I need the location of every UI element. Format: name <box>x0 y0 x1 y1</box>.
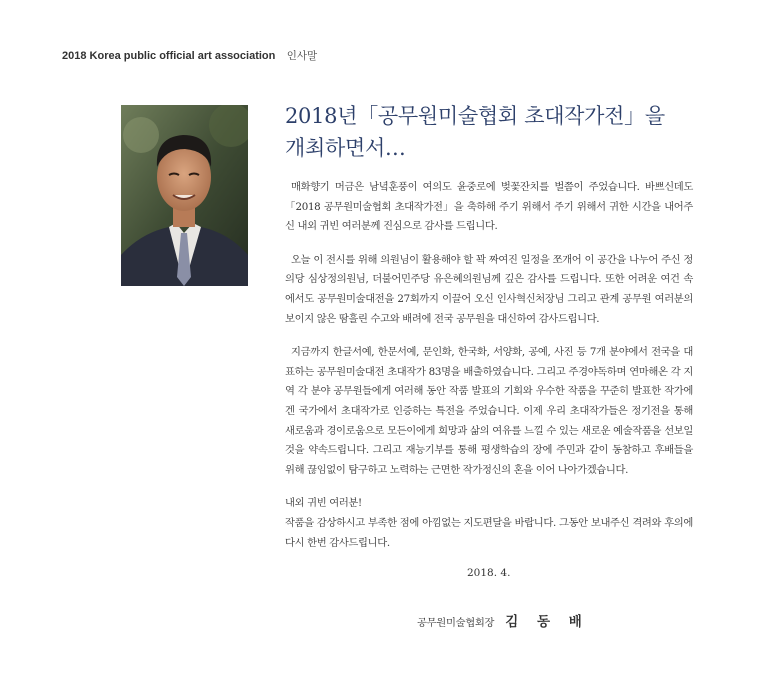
organization-name: 2018 Korea public official art association <box>62 50 276 62</box>
closing-text: 작품을 감상하시고 부족한 점에 아낌없는 지도편달을 바랍니다. 그동안 보내주신 격려와 후의에 다시 한번 감사드립니다. <box>285 516 693 549</box>
page-header <box>62 48 317 63</box>
closing-greeting: 내외 귀빈 여러분! <box>285 497 362 510</box>
signature <box>417 610 589 630</box>
body-text <box>285 178 693 553</box>
signature-name: 김 동 배 <box>505 614 589 630</box>
portrait-photo <box>121 105 248 286</box>
portrait-icon <box>121 105 248 286</box>
paragraph-3: 지금까지 한글서예, 한문서예, 문인화, 한국화, 서양화, 공예, 사진 등 7개 분야에서 전국을 대표하는 공무원미술대전 초대작가 83명을 배출하였습니다. 그리고 주경야독하며 연마해온 각 지역 각 분야 공무원들에게 여러해 동안 작품 발표의 기회와 우수한 작품을 꾸준히 발표한 작가에겐 국가에서 초대작가로 인증하는 특전을 주었습니다. 이제 우리 초대작가들은 정기전을 통해 새로움과 경이로움으로 모든이에게 희망과 삶의 여유를 느낄 수 있는 새로운 예술작품을 선보일 것을 약속드립니다. 그리고 재능기부를 통해 평생학습의 장에 주민과 같이 동참하고 후배들을 위해 끊임없이 탐구하고 노력하는 근면한 작가정신의 혼을 이어 나아가겠습니다. <box>285 346 693 476</box>
section-label: 인사말 <box>286 50 318 62</box>
letter-date: 2018. 4. <box>467 567 511 579</box>
page-title: 2018년「공무원미술협회 초대작가전」을 개최하면서… <box>285 104 665 160</box>
paragraph-2: 오늘 이 전시를 위해 의원님이 활용해야 할 꽉 짜여진 일정을 쪼개어 이 공간을 나누어 주신 정의당 심상정의원님, 더불어민주당 유은혜의원님께 깊은 감사를 드립니다. 또한 어려운 여건 속에서도 공무원미술대전을 27회까지 이끌어 오신 인사혁신처장님 그리고 관계 공무원 여러분의 보이지 않은 땀흘린 수고와 배려에 전국 공무원을 대신하여 감사드립니다. <box>285 253 693 325</box>
paragraph-1: 매화향기 머금은 남녘훈풍이 여의도 윤중로에 벚꽃잔치를 벌쯤이 주었습니다. 바쁘신데도「2018 공무원미술협회 초대작가전」을 축하해 주기 위해서 주기 위해서 귀한 시간을 내어주신 내외 귀빈 여러분께 진심으로 감사를 드립니다. <box>285 181 693 233</box>
signature-role: 공무원미술협회장 <box>417 617 495 629</box>
